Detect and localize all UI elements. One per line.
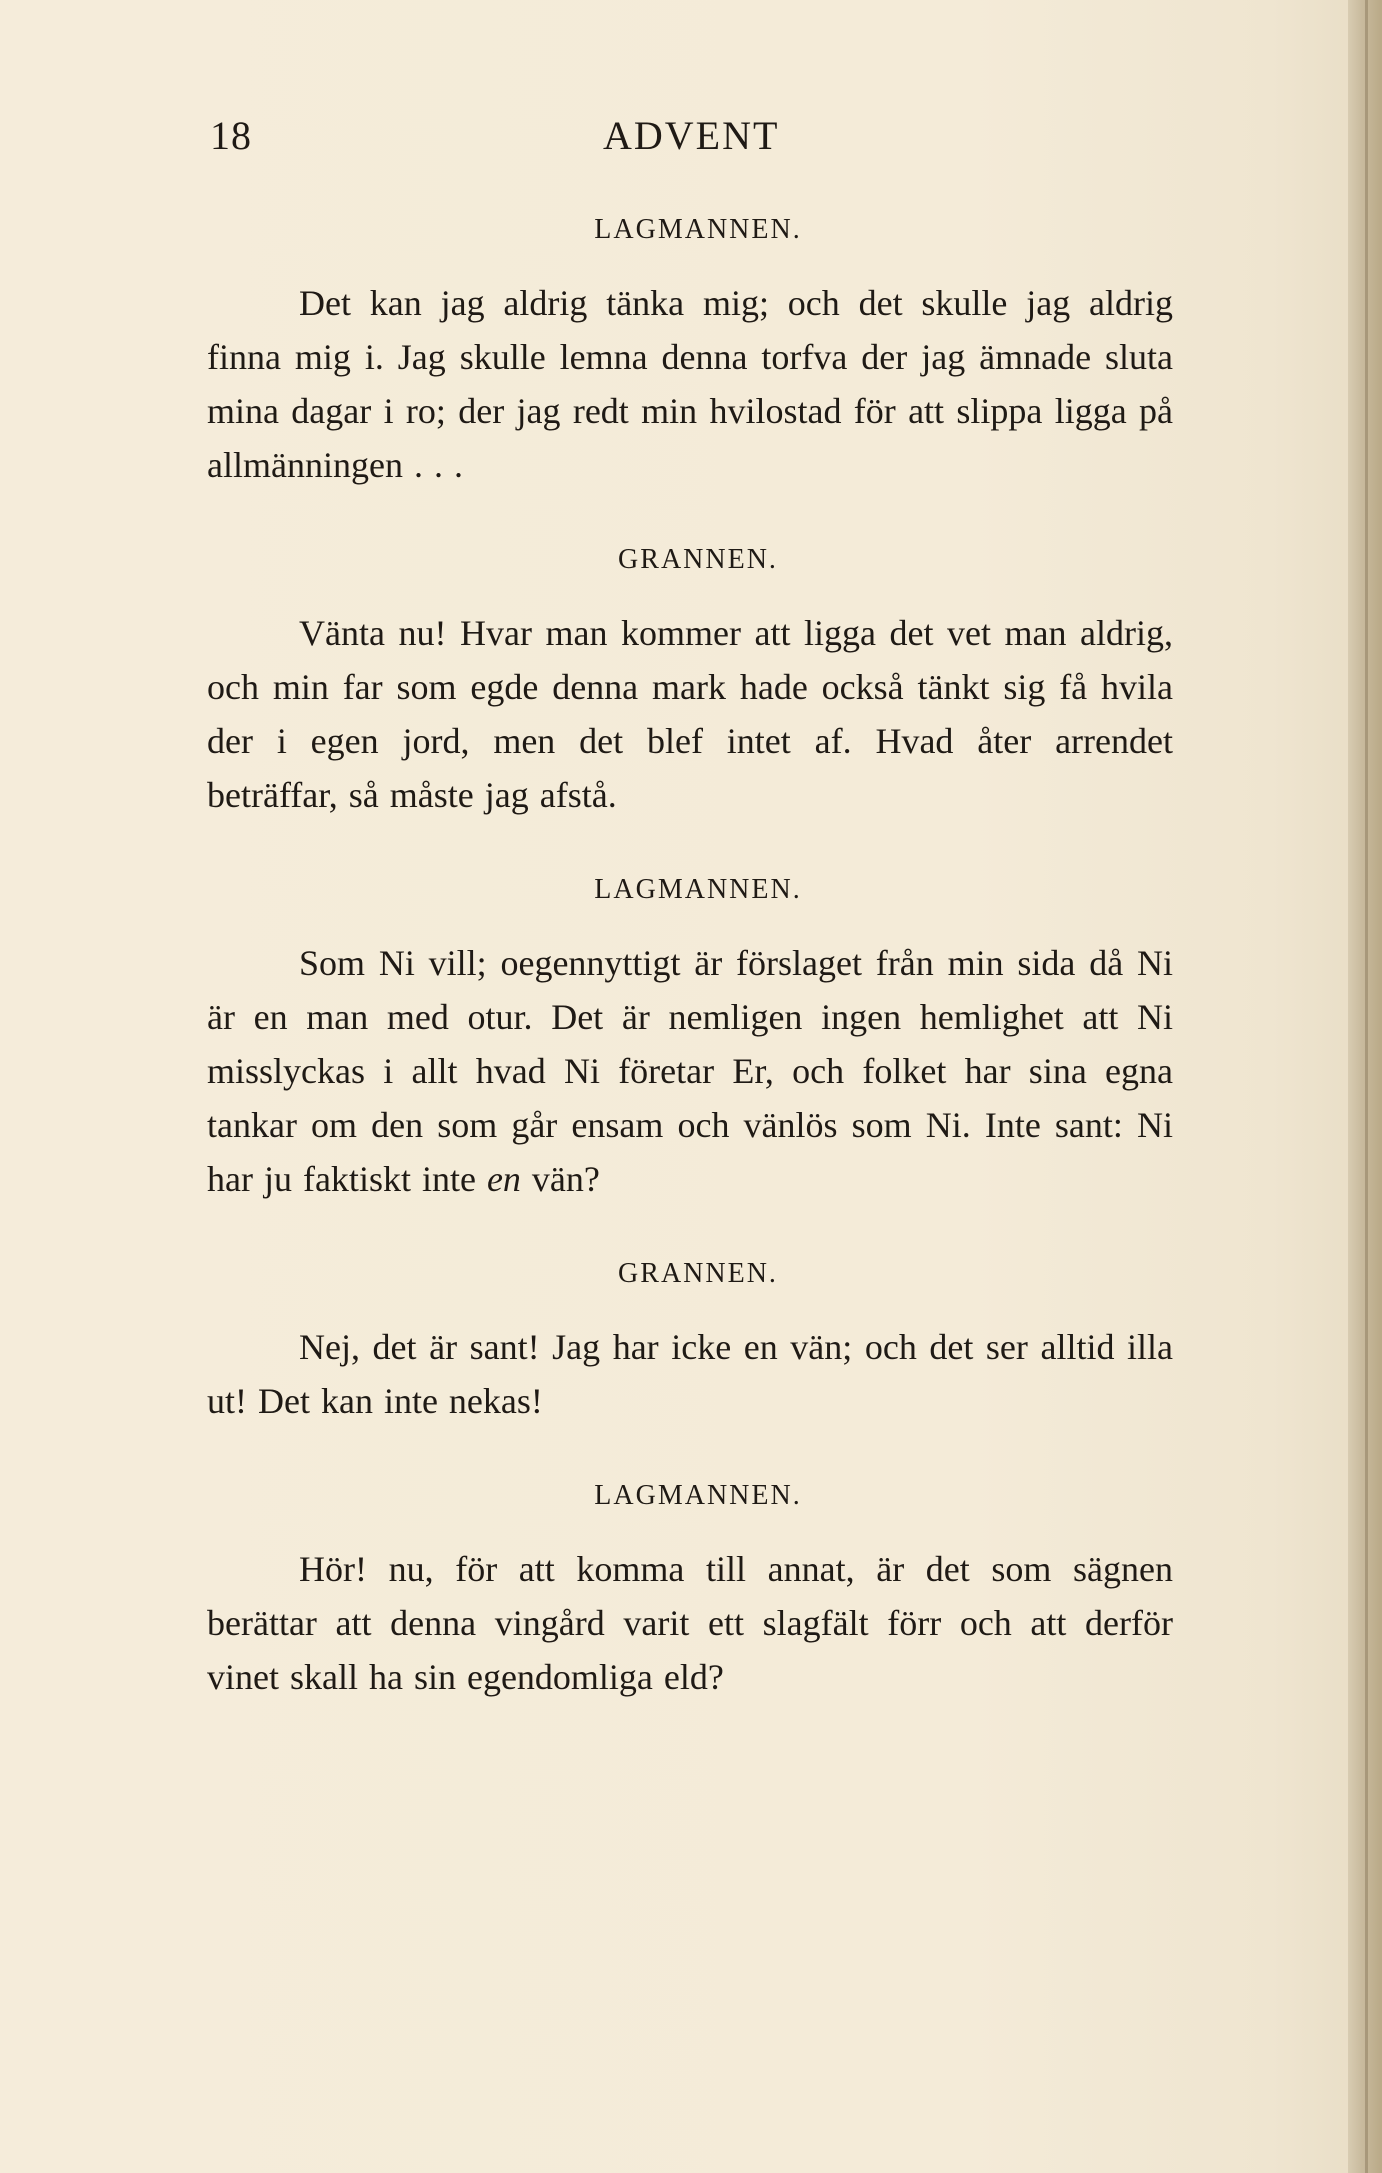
emphasized-word: en (486, 1159, 521, 1199)
speech-text-part: Som Ni vill; oegennyttigt är förslaget från min sida då Ni är en man med otur. Det är nemligen ingen hemlighet att Ni misslyckas i allt hvad Ni företar Er, och folket har sina egna tankar om den som går ensam och vänlös som Ni. Inte sant: Ni har ju faktiskt inte (207, 943, 1173, 1199)
speaker-name: LAGMANNEN. (594, 1480, 802, 1511)
gutter-line (1365, 0, 1368, 2173)
page-content (207, 210, 1173, 1752)
speech-text-part: vän? (520, 1159, 600, 1199)
running-title: ADVENT (603, 113, 780, 158)
speech-text: Nej, det är sant! Jag har icke en vän; och det ser alltid illa ut! Det kan inte nekas! (207, 1327, 1173, 1421)
dialogue-block (207, 870, 1173, 1206)
speech-text: Det kan jag aldrig tänka mig; och det skulle jag aldrig finna mig i. Jag skulle lemna denna torfva der jag ämnade sluta mina dagar i ro; der jag redt min hvilostad för att slippa ligga på allmänningen . . . (207, 283, 1173, 485)
page-header (210, 112, 1175, 162)
page-number: 18 (210, 113, 252, 158)
dialogue-block (207, 540, 1173, 822)
dialogue-block (207, 1254, 1173, 1428)
speech-text: Vänta nu! Hvar man kommer att ligga det vet man aldrig, och min far som egde denna mark hade också tänkt sig få hvila der i egen jord, men det blef intet af. Hvad åter arrendet beträffar, så måste jag afstå. (207, 613, 1173, 815)
speaker-name: GRANNEN. (618, 1258, 778, 1289)
dialogue-block (207, 1476, 1173, 1704)
page-gutter (1348, 0, 1382, 2173)
speech-text (207, 936, 1173, 1206)
speaker-name: LAGMANNEN. (594, 874, 802, 905)
dialogue-block (207, 210, 1173, 492)
speech-text: Hör! nu, för att komma till annat, är det som sägnen berättar att denna vingård varit ett slagfält förr och att derför vinet skall ha sin egendomliga eld? (207, 1549, 1173, 1697)
speaker-name: GRANNEN. (618, 544, 778, 575)
speaker-name: LAGMANNEN. (594, 214, 802, 245)
